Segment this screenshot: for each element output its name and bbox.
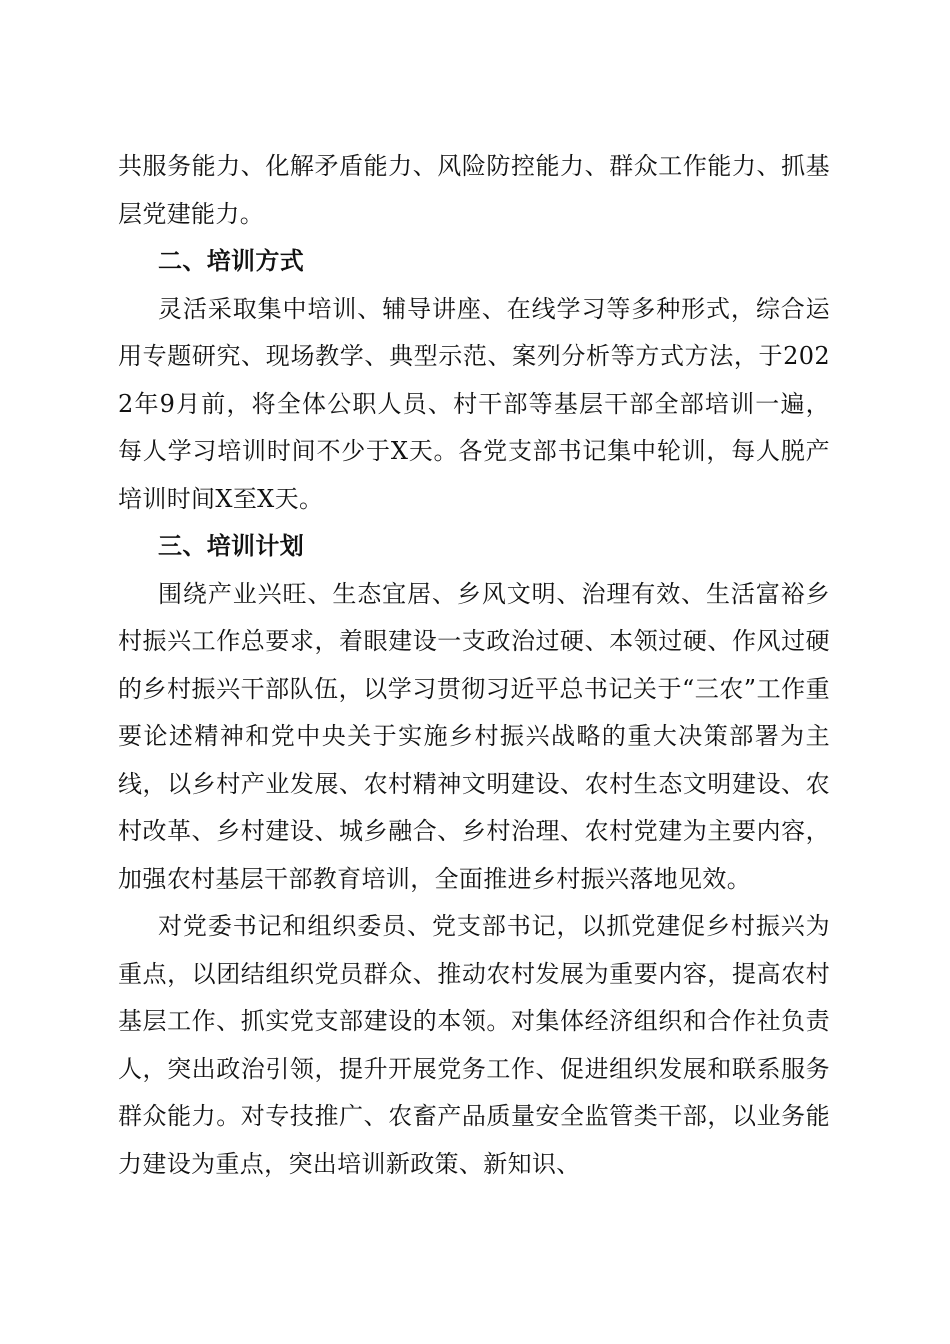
section-heading-training-method: 二、培训方式 [158,247,305,275]
section-heading-training-plan: 三、培训计划 [158,532,305,560]
paragraph-training-method: 灵活采取集中培训、辅导讲座、在线学习等多种形式，综合运用专题研究、现场教学、典型示范、案列分析等方式方法，于2022年9月前，将全体公职人员、村干部等基层干部全部培训一遍，每人学习培训时间不少于X天。各党支部书记集中轮训，每人脱产培训时间X至X天。 [118,294,830,513]
paragraph-continued-abilities: 共服务能力、化解矛盾能力、风险防控能力、群众工作能力、抓基层党建能力。 [118,152,830,228]
paragraph-training-targets: 对党委书记和组织委员、党支部书记，以抓党建促乡村振兴为重点，以团结组织党员群众、推动农村发展为重要内容，提高农村基层工作、抓实党支部建设的本领。对集体经济组织和合作社负责人，突出政治引领，提升开展党务工作、促进组织发展和联系服务群众能力。对专技推广、农畜产品质量安全监管类干部，以业务能力建设为重点，突出培训新政策、新知识、 [118,912,830,1178]
paragraph-training-plan-overview: 围绕产业兴旺、生态宜居、乡风文明、治理有效、生活富裕乡村振兴工作总要求，着眼建设一支政治过硬、本领过硬、作风过硬的乡村振兴干部队伍，以学习贯彻习近平总书记关于“三农”工作重要论述精神和党中央关于实施乡村振兴战略的重大决策部署为主线，以乡村产业发展、农村精神文明建设、农村生态文明建设、农村改革、乡村建设、城乡融合、乡村治理、农村党建为主要内容，加强农村基层干部教育培训，全面推进乡村振兴落地见效。 [118,579,830,893]
document-body [118,143,830,1188]
